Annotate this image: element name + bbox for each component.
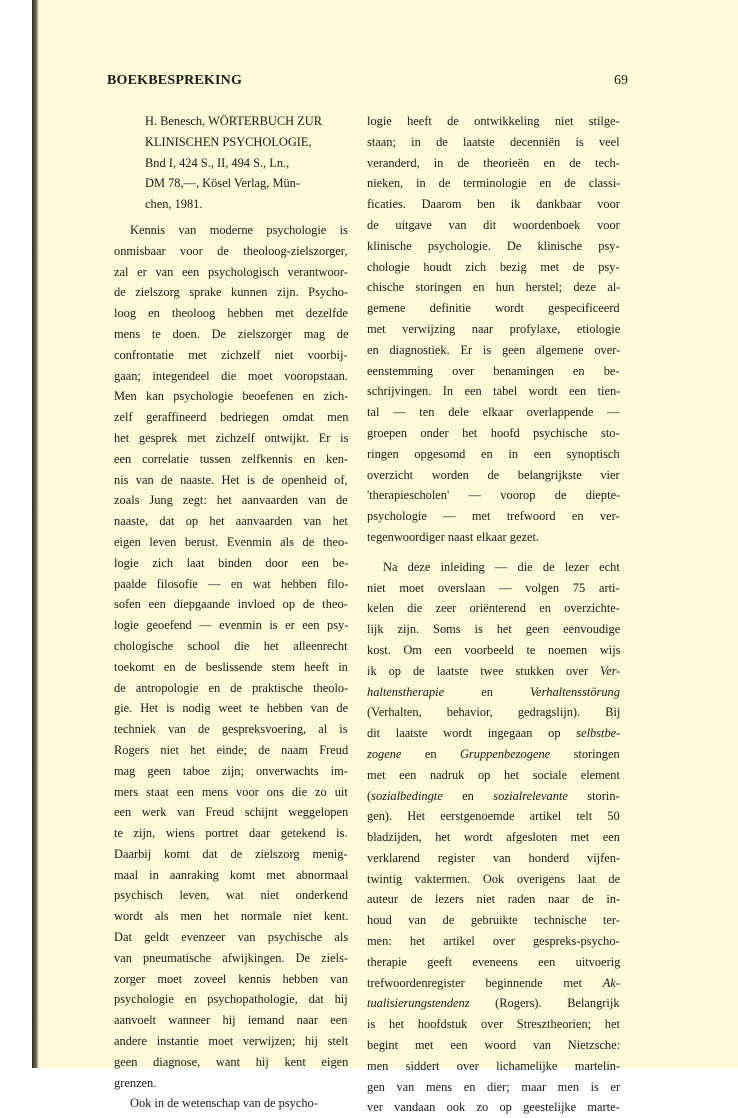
text-line: lijk zijn. Soms is het geen eenvoudige bbox=[367, 622, 621, 637]
bib-line: chen, 1981. bbox=[145, 197, 203, 212]
text-line: gaan; integendeel die moet vooropstaan. bbox=[114, 368, 348, 383]
text-line: Rogers niet het einde; de naam Freud bbox=[114, 742, 349, 757]
text-line: Daarbij komt dat de zielszorg menig- bbox=[114, 846, 348, 861]
text-line: tal — ten dele elkaar overlappende — bbox=[367, 405, 620, 420]
left-column bbox=[114, 111, 348, 1114]
text-line: zal er van een psychologisch verantwoor- bbox=[114, 264, 348, 279]
text-line: zelf geraffineerd bedriegen omdat men bbox=[114, 410, 349, 425]
text-line: chologie houdt zich bezig met de psy- bbox=[367, 259, 620, 274]
text-line: Dat geldt evenzeer van psychische als bbox=[114, 930, 349, 945]
bibliographic-entry bbox=[114, 111, 348, 215]
text-line: naaste, dat op het aanvaarden van het bbox=[114, 514, 348, 529]
text-line: overzicht worden de belangrijkste vier bbox=[367, 467, 620, 482]
text-line: therapie geeft eveneens een uitvoerig bbox=[367, 954, 621, 969]
text-line: onmisbaar voor de theoloog-zielszorger, bbox=[114, 243, 348, 258]
text-line: Ook in de wetenschap van de psycho- bbox=[130, 1096, 318, 1111]
page-number: 69 bbox=[614, 73, 628, 88]
text-line: groepen onder het hoofd psychische sto- bbox=[367, 425, 620, 440]
text-line: Kennis van moderne psychologie is bbox=[130, 222, 348, 237]
bib-line: KLINISCHEN PSYCHOLOGIE, bbox=[145, 134, 312, 149]
text-line: logie zich laat binden door een be- bbox=[114, 555, 349, 570]
text-line: de uitgave van dit woordenboek voor bbox=[367, 217, 620, 232]
text-line: maal in aanraking komt met abnormaal bbox=[114, 867, 349, 882]
text-line: andere instantie moet verwijzen; hij stelt bbox=[114, 1034, 349, 1049]
text-line: eenstemming over benamingen en be- bbox=[367, 363, 620, 378]
paragraph-3 bbox=[367, 557, 620, 1118]
text-line: de zielszorg sprake kunnen zijn. Psycho- bbox=[114, 285, 349, 300]
text-line: geen diagnose, want hij kent eigen bbox=[114, 1054, 349, 1069]
right-column bbox=[367, 111, 620, 1118]
paragraph-2-start bbox=[114, 1093, 348, 1114]
text-line: staan; in de laatste decenniën is veel bbox=[367, 134, 620, 149]
text-line: psychisch leven, wat niet onderkend bbox=[114, 888, 348, 903]
text-line: met verwijzing naar profylaxe, etiologie bbox=[367, 321, 621, 336]
text-line: Men kan psychologie beoefenen en zich- bbox=[114, 389, 349, 404]
text-line: de antropologie en de praktische theolo- bbox=[114, 680, 349, 695]
text-line: schrijvingen. In een tabel wordt een tien- bbox=[367, 384, 621, 399]
text-line: het gesprek met zichzelf ontwijkt. Er is bbox=[114, 430, 349, 445]
text-line: gie. Het is nodig weet te hebben van de bbox=[114, 701, 349, 716]
text-line: mag geen taboe zijn; onverwachts im- bbox=[114, 763, 348, 778]
text-line: (Verhalten, behavior, gedragslijn). Bij bbox=[367, 705, 621, 720]
text-line: paalde filosofie — en wat hebben filo- bbox=[114, 576, 349, 591]
text-line: nis van de naaste. Het is de openheid of, bbox=[114, 472, 348, 487]
text-line: confrontatie met zichzelf niet voorbij- bbox=[114, 347, 348, 362]
text-line: mens te doen. De zielszorger mag de bbox=[114, 326, 349, 341]
bib-line: Bnd I, 424 S., II, 494 S., Ln., bbox=[145, 155, 290, 170]
bib-line: H. Benesch, WÖRTERBUCH ZUR bbox=[145, 114, 322, 128]
text-line: psychologie — met trefwoord en ver- bbox=[367, 509, 620, 524]
text-line: men siddert over lichamelijke martelin- bbox=[367, 1058, 621, 1073]
text-line: toekomt en de beslissende stem heeft in bbox=[114, 659, 348, 674]
text-line: kelen die zeer oriënterend en overzichte- bbox=[367, 601, 620, 616]
text-line: wordt als men het normale niet kent. bbox=[114, 909, 349, 924]
text-line: te zijn, wiens portret daar getekend is. bbox=[114, 826, 348, 841]
text-line: bladzijden, het wordt afgesloten met een bbox=[367, 830, 620, 845]
text-line: ficaties. Daarom ben ik dankbaar voor bbox=[367, 197, 620, 212]
text-line: haltenstherapie en Verhaltensstörung bbox=[367, 684, 620, 699]
text-line: (sozialbedingte en sozialrelevante storin- bbox=[367, 788, 620, 803]
text-line: verklarend register van honderd vijfen- bbox=[367, 850, 621, 865]
text-line: met een nadruk op het sociale element bbox=[367, 767, 620, 782]
page-binding-edge bbox=[32, 0, 39, 1068]
text-line: gen van mens en dier; maar men is er bbox=[367, 1079, 621, 1094]
text-line: klinische psychologie. De klinische psy- bbox=[367, 238, 620, 253]
text-line: twintig vaktermen. Ook overigens laat de bbox=[367, 871, 621, 886]
text-line: van pneumatische afwijkingen. De ziels- bbox=[114, 950, 348, 965]
text-line: veranderd, in de theorieën en de tech- bbox=[367, 155, 620, 170]
paragraph-1 bbox=[114, 220, 348, 1093]
text-line: techniek van de gespreksvoering, al is bbox=[114, 722, 348, 737]
text-line: houd van de gebruikte technische ter- bbox=[367, 913, 620, 928]
text-line: 'therapiescholen' — voorop de diepte- bbox=[367, 488, 621, 503]
text-line: logie heeft de ontwikkeling niet stilge- bbox=[367, 114, 620, 128]
text-line: grenzen. bbox=[114, 1075, 157, 1090]
text-line: kost. Om een voorbeeld te noemen wijs bbox=[367, 642, 621, 657]
text-line: loog en theoloog hebben met dezelfde bbox=[114, 306, 348, 321]
text-line: psychologie en psychopathologie, dat hij bbox=[114, 992, 348, 1007]
text-line: chologische school die het alleenrecht bbox=[114, 638, 348, 653]
text-line: nieken, in de terminologie en de classi- bbox=[367, 176, 621, 191]
text-line: logie geoefend — evenmin is er een psy- bbox=[114, 618, 349, 633]
text-line: ik op de laatste twee stukken over Ver- bbox=[367, 663, 621, 678]
text-line: auteur de lezers niet raden naar de in- bbox=[367, 892, 621, 907]
text-line: gen). Het eerstgenoemde artikel telt 50 bbox=[367, 809, 620, 824]
paragraph-2-continued bbox=[367, 111, 620, 548]
bib-line: DM 78,—, Kösel Verlag, Mün- bbox=[145, 176, 300, 191]
text-line: zorger moet zoveel kennis hebben van bbox=[114, 971, 349, 986]
text-line: Na deze inleiding — die de lezer echt bbox=[383, 559, 620, 574]
text-line: tualisierungstendenz (Rogers). Belangrijk bbox=[367, 996, 620, 1011]
text-line: zogene en Gruppenbezogene storingen bbox=[367, 746, 620, 761]
text-line: is het hoofdstuk over Stresztheorien; het bbox=[367, 1017, 620, 1032]
text-line: begint met een woord van Nietzsche: bbox=[367, 1038, 621, 1053]
text-line: ver vandaan ook zo op geestelijke marte- bbox=[367, 1100, 620, 1115]
text-line: zoals Jung zegt: het aanvaarden van de bbox=[114, 493, 348, 508]
text-line: sofen een diepgaande invloed op de theo- bbox=[114, 597, 348, 612]
text-line: gemene definitie wordt gespecificeerd bbox=[367, 301, 620, 316]
text-line: men: het artikel over gespreks-psycho- bbox=[367, 934, 620, 949]
text-line: tegenwoordiger naast elkaar gezet. bbox=[367, 529, 540, 544]
text-line: eigen leven berust. Evenmin als de theo- bbox=[114, 534, 349, 549]
text-line: chische storingen en hun herstel; deze al- bbox=[367, 280, 621, 295]
text-line: dit laatste wordt ingegaan op selbstbe- bbox=[367, 726, 621, 741]
text-line: mers staat een mens voor ons die zo uit bbox=[114, 784, 348, 799]
text-line: aanvoelt wanneer hij iemand naar een bbox=[114, 1013, 348, 1028]
text-line: en diagnostiek. Er is geen algemene over- bbox=[367, 342, 621, 357]
text-line: niet moet overslaan — volgen 75 arti- bbox=[367, 580, 620, 595]
text-line: ringen opgesomd en in een synoptisch bbox=[367, 446, 620, 461]
text-line: een werk van Freud schijnt weggelopen bbox=[114, 805, 349, 820]
running-head: BOEKBESPREKING bbox=[107, 73, 243, 88]
text-line: een correlatie tussen zelfkennis en ken- bbox=[114, 451, 349, 466]
text-line: trefwoordenregister beginnende met Ak- bbox=[367, 975, 620, 990]
